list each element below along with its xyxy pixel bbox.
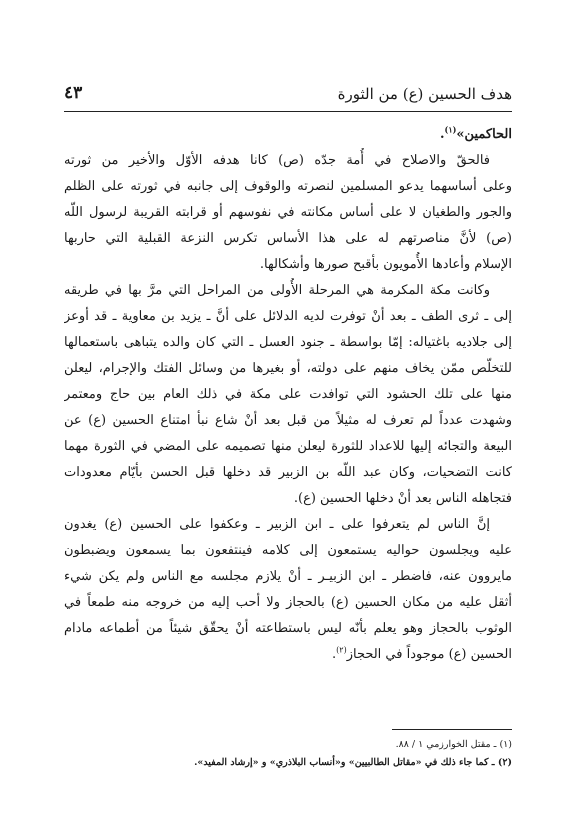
page-header	[64, 84, 512, 108]
text-line: الحاكمين»$^{(١)}$.	[440, 124, 512, 142]
text-line: فتجاهله الناس بعد أنْ دخلها الحسين (ع).	[293, 491, 512, 506]
footnote-ref: (٢)	[336, 645, 347, 655]
text-line: إلى ـ ثرى الطف ـ بعد أنْ توفرت لديه الدلائل على أنَّ ـ يزيد بن معاوية ـ قد أوعز	[64, 309, 512, 324]
page-number: ٤٣	[64, 83, 83, 103]
text-line: الوثوب بالحجاز وهو يعلم بأنّه ليس باستطاعته أنْ يحقّق شيئاً من أطماعه مادام	[64, 621, 512, 636]
text-line: وعلى أساسهما يدعو المسلمين لنصرته والوقوف إلى جانبه في ثورته على الظلم	[64, 179, 512, 194]
text-line: إنَّ الناس لم يتعرفوا على ـ ابن الزبير ـ وعكفوا على الحسين (ع) يغدون	[64, 517, 490, 532]
text-line: للتخلّص ممّن يخاف منهم على دولته، أو بغيرها من وسائل الفتك والإجرام، ليعلن	[64, 361, 512, 376]
text-line: عليه ويجلسون حواليه يستمعون إلى كلامه فينتفعون بما يسمعون ويضبطون	[64, 543, 512, 558]
text-line: الحسين (ع) موجوداً في الحجاز$^{(٢)}$.	[332, 645, 512, 662]
text-line: فالحقّ والاصلاح في أُمة جدّه (ص) كانا هدفه الأوّل والأخير من ثورته	[64, 153, 490, 168]
text-line: البيعة والتجائه إليها للاعداد للثورة ليعلن منها تصميمه على المضي في الثورة مهما	[64, 439, 512, 454]
text-line: أثقل عليه من مكان الحسين (ع) بالحجاز ولا أحب إليه من خروجه منه طمعاً في	[64, 595, 512, 610]
header-rule	[64, 111, 512, 112]
footnote-rule	[392, 729, 512, 730]
text-line: وشهدت عدداً لم تعرف له مثيلاً من قبل بعد أنْ شاع نبأ امتناع الحسين (ع) عن	[64, 413, 512, 428]
text-line: كانت التضحيات، وكان عبد اللّه بن الزبير قد دخلها قبل الحسن بأيّام معدودات	[64, 465, 512, 480]
running-title: هدف الحسين (ع) من الثورة	[337, 85, 512, 103]
text-line: والجور والطغيان لا على أساس مكانته في نفوسهم أو قرابته القريبة لرسول اللّه	[64, 205, 512, 220]
text-line: إلى جلاديه باغتياله: إمّا بواسطة ـ جنود العسل ـ التي كان والده يتباهى باستعمالها	[64, 335, 512, 350]
footnote: (١) ـ مقتل الخوارزمي ١ / ٨٨.	[395, 739, 512, 750]
text-line: وكانت مكة المكرمة هي المرحلة الأُولى من المراحل التي مرَّ بها في طريقه	[64, 283, 490, 298]
text-line: منها على تلك الحشود التي توافدت على مكة في ذلك العام بين حاج ومعتمر	[64, 387, 512, 402]
footnote: (٢) ـ كما جاء ذلك في «مقاتل الطالبيين» و«أنساب البلاذري» و «إرشاد المفيد».	[194, 757, 512, 768]
text-line: (ص) لأنَّ مناصرتهم له على هذا الأساس تكرس النزعة القبلية التي حاربها	[64, 231, 512, 246]
text-line: مايروون عنه، فاضطر ـ ابن الزبيـر ـ أنْ يلازم مجلسه مع الناس ولم يكن شيء	[64, 569, 512, 584]
footnote-ref: (١)	[444, 124, 457, 135]
text-line: الإسلام وأعادها الأُمويون بأقبح صورها وأشكالها.	[259, 257, 512, 272]
